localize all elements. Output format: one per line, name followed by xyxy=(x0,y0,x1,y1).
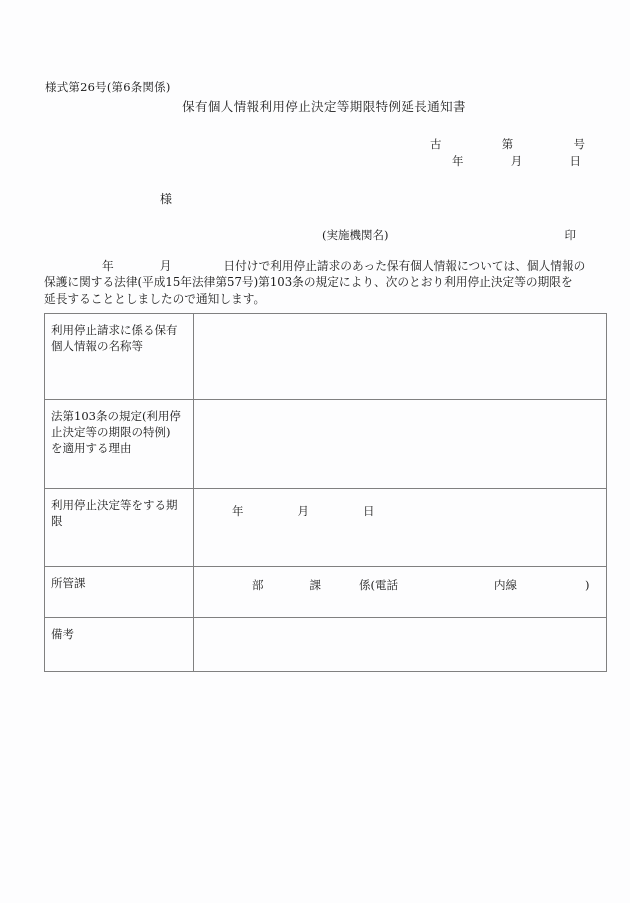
body-year-label: 年 xyxy=(102,259,114,273)
reference-prefix: 古 xyxy=(430,137,442,151)
department-ka-label: 課 xyxy=(309,578,321,592)
deadline-year-label: 年 xyxy=(232,504,244,518)
table-row xyxy=(45,400,607,489)
table-row xyxy=(45,489,607,567)
row-label-decision-deadline xyxy=(45,489,194,567)
issuer-row xyxy=(322,227,576,243)
row-label-extension-reason xyxy=(45,400,194,489)
addressee-honorific: 様 xyxy=(160,192,173,206)
form-number: 様式第26号(第6条関係) xyxy=(45,80,171,94)
row-label-target-information xyxy=(45,314,194,400)
body-month-label: 月 xyxy=(159,259,172,273)
reference-block xyxy=(430,136,585,170)
label-line: 備考 xyxy=(51,627,74,641)
label-line: を適用する理由 xyxy=(51,441,132,455)
page-title: 保有個人情報利用停止決定等期限特例延長通知書 xyxy=(182,99,466,114)
row-value-remarks[interactable] xyxy=(194,618,607,672)
table-row xyxy=(45,314,607,400)
row-label-remarks xyxy=(45,618,194,672)
label-line: 個人情報の名称等 xyxy=(51,339,143,353)
label-line: 止決定等の期限の特例) xyxy=(51,425,171,439)
reference-year-label: 年 xyxy=(452,154,464,168)
label-line: 法第103条の規定(利用停 xyxy=(51,409,181,423)
body-line-3: 延長することとしましたので通知します。 xyxy=(44,291,266,306)
body-line-1 xyxy=(44,258,586,274)
reference-number-row xyxy=(430,136,585,153)
reference-month-label: 月 xyxy=(510,154,523,168)
form-table xyxy=(44,313,607,672)
label-line: 所管課 xyxy=(51,576,86,590)
department-bu-label: 部 xyxy=(252,578,264,592)
body-line-1-text: 日付けで利用停止請求のあった保有個人情報については、個人情報の xyxy=(223,259,586,273)
deadline-date-fields xyxy=(200,497,600,519)
reference-date-row xyxy=(430,153,585,170)
label-line: 利用停止決定等をする期 xyxy=(51,498,178,512)
table-row xyxy=(45,567,607,618)
reference-number-unit: 号 xyxy=(573,137,585,151)
label-line: 利用停止請求に係る保有 xyxy=(51,323,178,337)
deadline-month-label: 月 xyxy=(297,504,309,518)
department-extension-label: 内線 xyxy=(494,578,517,592)
department-close-paren: ) xyxy=(585,578,590,592)
reference-day-label: 日 xyxy=(569,154,581,168)
row-value-department[interactable] xyxy=(194,567,607,618)
row-value-extension-reason[interactable] xyxy=(194,400,607,489)
body-line-2: 保護に関する法律(平成15年法律第57号)第103条の規定により、次のとおり利用停止決定等の期限を xyxy=(44,275,573,290)
row-value-decision-deadline[interactable] xyxy=(194,489,607,567)
issuing-organization-label: (実施機関名) xyxy=(322,228,389,242)
table-row xyxy=(45,618,607,672)
deadline-day-label: 日 xyxy=(363,504,375,518)
department-kakari-phone-label: 係(電話 xyxy=(359,578,398,592)
body-paragraph xyxy=(44,258,586,307)
row-label-department xyxy=(45,567,194,618)
row-value-target-information[interactable] xyxy=(194,314,607,400)
reference-number-label: 第 xyxy=(501,137,514,151)
department-contact-fields xyxy=(200,575,600,593)
seal-mark: 印 xyxy=(564,228,576,242)
label-line: 限 xyxy=(51,514,63,528)
